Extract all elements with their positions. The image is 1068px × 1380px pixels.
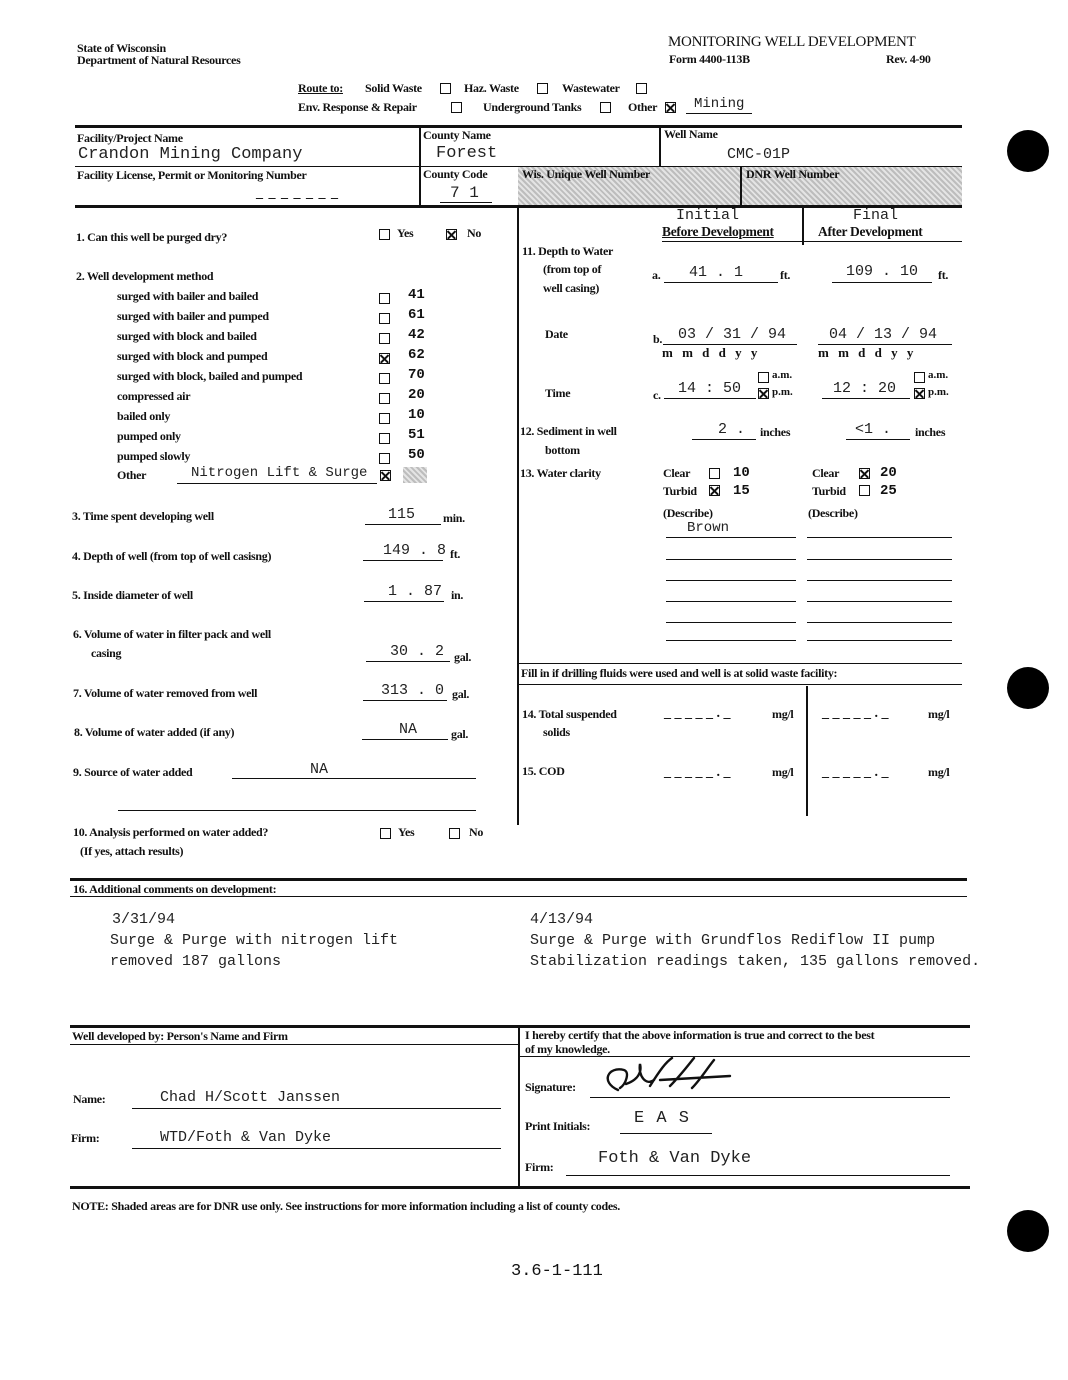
q12-label: 12. Sediment in well	[520, 424, 617, 438]
comments-top-rule	[70, 878, 967, 881]
method-checkbox[interactable]	[379, 353, 390, 364]
time-initial-pm-label: p.m.	[772, 386, 793, 398]
fill-in-bottom-rule	[518, 684, 962, 685]
describe-line	[807, 580, 952, 581]
time-initial-pm-checkbox[interactable]	[758, 388, 769, 399]
time-initial-value[interactable]: 14 : 50	[678, 380, 742, 397]
form-number: Form 4400-113B	[669, 52, 750, 66]
date-label: Date	[545, 327, 568, 341]
method-other-label: Other	[117, 468, 147, 482]
initial-header: Initial	[676, 207, 740, 224]
q7-label: 7. Volume of water removed from well	[73, 686, 258, 700]
route-haz-waste-label: Haz. Waste	[464, 81, 519, 95]
q3-label: 3. Time spent developing well	[72, 509, 214, 523]
sediment-final-underline	[846, 439, 910, 440]
turbid-initial-label: Turbid	[663, 484, 697, 498]
method-code: 50	[408, 447, 425, 463]
describe-line	[666, 580, 796, 581]
q14-label-line2: solids	[543, 725, 570, 739]
q11-label-line3: well casing)	[543, 281, 600, 295]
right-header-rule	[662, 241, 962, 242]
binder-hole	[1007, 667, 1049, 709]
comment-right-line: Stabilization readings taken, 135 gallons removed.	[530, 953, 981, 970]
after-development-header: After Development	[818, 224, 923, 239]
q10-label-line2: (If yes, attach results)	[80, 844, 184, 858]
facility-divider-2	[659, 127, 661, 167]
method-code: 20	[408, 387, 425, 403]
q5-value[interactable]: 1 . 87	[388, 583, 443, 600]
turbid-final-checkbox[interactable]	[859, 485, 870, 496]
comment-left-line: removed 187 gallons	[110, 953, 282, 970]
route-solid-waste-label: Solid Waste	[365, 81, 422, 95]
method-other-underline	[177, 483, 377, 484]
turbid-final-label: Turbid	[812, 484, 846, 498]
method-label: pumped only	[117, 429, 181, 443]
depth-final-underline	[832, 282, 932, 283]
fill-in-divider	[806, 686, 808, 816]
q10-yes-label: Yes	[398, 825, 415, 839]
developer-name-underline	[132, 1108, 501, 1109]
time-final-am-checkbox[interactable]	[914, 372, 925, 383]
date-final-format: m m d d y y	[818, 345, 917, 360]
clear-final-checkbox[interactable]	[859, 468, 870, 479]
q10-yes-checkbox[interactable]	[380, 828, 391, 839]
route-other-checkbox[interactable]	[665, 102, 676, 113]
q3-underline	[365, 524, 441, 525]
developer-firm-underline	[132, 1148, 501, 1149]
fill-in-note: Fill in if drilling fluids were used and well is at solid waste facility:	[521, 666, 838, 680]
cod-final-value[interactable]: _ _ _ _ _ . _	[822, 765, 889, 780]
cod-initial-value[interactable]: _ _ _ _ _ . _	[664, 765, 731, 780]
time-final-pm-checkbox[interactable]	[914, 388, 925, 399]
q14-label: 14. Total suspended	[522, 707, 617, 721]
clear-final-code: 20	[880, 465, 897, 481]
q5-label: 5. Inside diameter of well	[72, 588, 193, 602]
sediment-final-unit: inches	[915, 425, 946, 439]
main-column-divider	[517, 207, 519, 825]
final-header: Final	[853, 207, 899, 224]
before-development-header: Before Development	[662, 224, 774, 239]
method-code: 42	[408, 327, 425, 343]
q11-label: 11. Depth to Water	[522, 244, 614, 258]
q9-value[interactable]: NA	[310, 761, 329, 778]
method-label: surged with block and pumped	[117, 349, 268, 363]
method-code: 10	[408, 407, 425, 423]
route-other-underline	[686, 113, 752, 114]
q1-yes-checkbox[interactable]	[379, 229, 390, 240]
county-code-value[interactable]: 7 1	[450, 184, 479, 202]
q10-no-checkbox[interactable]	[449, 828, 460, 839]
q9-label: 9. Source of water added	[73, 765, 193, 779]
signature-divider	[518, 1027, 520, 1187]
developer-firm-label: Firm:	[71, 1131, 100, 1145]
comments-label: 16. Additional comments on development:	[73, 882, 277, 896]
time-initial-am-label: a.m.	[772, 369, 793, 381]
q11-label-line2: (from top of	[543, 262, 602, 276]
turbid-final-code: 25	[880, 483, 897, 499]
method-checkbox[interactable]	[379, 433, 390, 444]
method-label: compressed air	[117, 389, 191, 403]
q11-a-label: a.	[652, 268, 661, 282]
depth-initial-underline	[664, 282, 778, 283]
route-to-label: Route to:	[298, 81, 343, 95]
comment-left-date: 3/31/94	[112, 911, 176, 928]
dnr-well-number-label: DNR Well Number	[746, 167, 840, 181]
cod-initial-unit: mg/l	[772, 765, 794, 779]
clear-initial-code: 10	[733, 465, 750, 481]
facility-name-label: Facility/Project Name	[77, 131, 183, 145]
describe-line	[807, 640, 952, 641]
well-name-label: Well Name	[664, 127, 718, 141]
q8-value[interactable]: NA	[399, 721, 418, 738]
county-name-label: County Name	[423, 128, 491, 142]
method-checkbox[interactable]	[379, 453, 390, 464]
q9-underline	[232, 778, 476, 779]
q5-unit: in.	[451, 588, 464, 602]
q8-unit: gal.	[451, 727, 469, 741]
method-other-shaded	[403, 467, 427, 483]
method-checkbox[interactable]	[379, 373, 390, 384]
tss-final-unit: mg/l	[928, 707, 950, 721]
clear-initial-label: Clear	[663, 466, 691, 480]
binder-hole	[1007, 1210, 1049, 1252]
signature-underline	[590, 1097, 950, 1098]
date-initial-format: m m d d y y	[662, 345, 761, 360]
q3-value[interactable]: 115	[388, 506, 416, 523]
comment-left-line: Surge & Purge with nitrogen lift	[110, 932, 399, 949]
describe-line	[666, 640, 796, 641]
method-label: bailed only	[117, 409, 171, 423]
county-code-underline	[440, 202, 492, 203]
method-label: surged with bailer and pumped	[117, 309, 269, 323]
certification-statement-line2: of my knowledge.	[525, 1042, 610, 1056]
turbid-initial-code: 15	[733, 483, 750, 499]
q4-underline	[363, 560, 443, 561]
initials-value[interactable]: E A S	[634, 1109, 691, 1128]
method-code: 41	[408, 287, 425, 303]
time-final-value[interactable]: 12 : 20	[833, 380, 897, 397]
method-checkbox[interactable]	[379, 313, 390, 324]
time-final-am-label: a.m.	[928, 369, 949, 381]
route-underground-tanks-checkbox[interactable]	[600, 102, 611, 113]
route-other-value[interactable]: Mining	[694, 96, 745, 112]
q13-label: 13. Water clarity	[520, 466, 601, 480]
sediment-initial-underline	[692, 439, 756, 440]
route-wastewater-label: Wastewater	[562, 81, 620, 95]
unique-well-number-label: Wis. Unique Well Number	[522, 167, 651, 181]
q1-no-checkbox[interactable]	[446, 229, 457, 240]
method-checkbox[interactable]	[379, 413, 390, 424]
cod-final-unit: mg/l	[928, 765, 950, 779]
q15-label: 15. COD	[522, 764, 565, 778]
q1-yes-label: Yes	[397, 226, 414, 240]
route-other-label: Other	[628, 100, 658, 114]
tss-initial-unit: mg/l	[772, 707, 794, 721]
q1-no-label: No	[467, 226, 482, 240]
form-revision: Rev. 4-90	[886, 52, 931, 66]
method-other-value[interactable]: Nitrogen Lift & Surge	[191, 465, 368, 481]
method-code: 70	[408, 367, 425, 383]
route-wastewater-checkbox[interactable]	[636, 83, 647, 94]
tss-initial-value[interactable]: _ _ _ _ _ . _	[664, 706, 731, 721]
developer-name-value[interactable]: Chad H/Scott Janssen	[160, 1089, 341, 1106]
signature-bottom-rule	[70, 1186, 970, 1189]
well-name-value[interactable]: CMC-01P	[727, 146, 791, 163]
method-checkbox[interactable]	[379, 333, 390, 344]
route-env-response-label: Env. Response & Repair	[298, 100, 417, 114]
date-final-value[interactable]: 04 / 13 / 94	[829, 326, 938, 343]
developed-by-rule	[70, 1044, 518, 1045]
describe-line	[666, 601, 796, 602]
q6-underline	[366, 661, 450, 662]
method-code: 61	[408, 307, 425, 323]
method-other-checkbox[interactable]	[380, 470, 391, 481]
q2-label: 2. Well development method	[76, 269, 214, 283]
describe-line	[666, 537, 796, 538]
method-checkbox[interactable]	[379, 393, 390, 404]
q6-label: 6. Volume of water in filter pack and well	[73, 627, 271, 641]
certification-statement: I hereby certify that the above information is true and correct to the best	[525, 1028, 875, 1042]
comment-right-date: 4/13/94	[530, 911, 594, 928]
q6-unit: gal.	[454, 650, 472, 664]
describe-line	[807, 601, 952, 602]
route-solid-waste-checkbox[interactable]	[440, 83, 451, 94]
developed-by-label: Well developed by: Person's Name and Firm	[72, 1029, 288, 1043]
q3-unit: min.	[443, 511, 465, 525]
q9-underline-2	[118, 810, 476, 811]
license-value[interactable]: _ _ _ _ _ _ _	[256, 186, 339, 201]
route-env-response-checkbox[interactable]	[451, 102, 462, 113]
q7-underline	[363, 700, 447, 701]
q4-unit: ft.	[450, 547, 461, 561]
facility-name-value[interactable]: Crandon Mining Company	[78, 145, 303, 164]
q6-label-line2: casing	[91, 646, 122, 660]
depth-final-unit: ft.	[938, 268, 949, 282]
binder-hole	[1007, 130, 1049, 172]
depth-final-value[interactable]: 109 . 10	[846, 263, 919, 280]
certifier-firm-underline	[566, 1175, 950, 1176]
comment-right-line: Surge & Purge with Grundflos Rediflow II pump	[530, 932, 936, 949]
certifier-firm-value[interactable]: Foth & Van Dyke	[598, 1149, 752, 1168]
route-underground-tanks-label: Underground Tanks	[483, 100, 582, 114]
method-label: surged with block, bailed and pumped	[117, 369, 303, 383]
method-code: 62	[408, 347, 425, 363]
date-initial-value[interactable]: 03 / 31 / 94	[678, 326, 787, 343]
q7-value[interactable]: 313 . 0	[381, 682, 445, 699]
depth-initial-value[interactable]: 41 . 1	[689, 264, 744, 281]
turbid-initial-checkbox[interactable]	[709, 485, 720, 496]
developer-name-label: Name:	[73, 1092, 106, 1106]
route-haz-waste-checkbox[interactable]	[537, 83, 548, 94]
method-label: surged with block and bailed	[117, 329, 257, 343]
method-code: 51	[408, 427, 425, 443]
describe-line	[807, 622, 952, 623]
form-title: MONITORING WELL DEVELOPMENT	[668, 34, 916, 50]
sediment-initial-unit: inches	[760, 425, 791, 439]
sediment-initial-value[interactable]: 2 .	[718, 421, 746, 438]
sediment-final-value[interactable]: <1 .	[855, 421, 892, 438]
initials-label: Print Initials:	[525, 1119, 591, 1133]
describe-initial-value[interactable]: Brown	[687, 520, 730, 536]
fill-in-top-rule	[518, 663, 962, 664]
clear-initial-checkbox[interactable]	[709, 468, 720, 479]
time-label: Time	[545, 386, 571, 400]
signature-label: Signature:	[525, 1080, 576, 1094]
describe-line	[807, 537, 952, 538]
q1-label: 1. Can this well be purged dry?	[76, 230, 228, 244]
initials-underline	[620, 1133, 712, 1134]
state-label: State of Wisconsin	[77, 41, 166, 55]
q10-label: 10. Analysis performed on water added?	[73, 825, 269, 839]
q6-value[interactable]: 30 . 2	[390, 643, 445, 660]
time-final-pm-label: p.m.	[928, 386, 949, 398]
time-final-underline	[822, 398, 910, 399]
describe-line	[666, 622, 796, 623]
q4-label: 4. Depth of well (from top of well casisng)	[72, 549, 272, 563]
describe-line	[666, 559, 796, 560]
footer-note: NOTE: Shaded areas are for DNR use only. See instructions for more information including a list of county codes.	[72, 1199, 620, 1213]
dnr-divider	[740, 167, 742, 205]
facility-top-rule	[75, 125, 962, 128]
q10-no-label: No	[469, 825, 484, 839]
time-initial-underline	[664, 398, 756, 399]
tss-final-value[interactable]: _ _ _ _ _ . _	[822, 706, 889, 721]
q4-value[interactable]: 149 . 8	[383, 542, 447, 559]
clear-final-label: Clear	[812, 466, 840, 480]
date-b-label: b.	[653, 332, 663, 346]
county-code-label: County Code	[423, 167, 488, 181]
page-number: 3.6-1-111	[511, 1262, 603, 1281]
q8-label: 8. Volume of water added (if any)	[74, 725, 235, 739]
depth-initial-unit: ft.	[780, 268, 791, 282]
method-checkbox[interactable]	[379, 293, 390, 304]
developer-firm-value[interactable]: WTD/Foth & Van Dyke	[160, 1129, 332, 1146]
describe-initial-label: (Describe)	[663, 506, 713, 520]
department-label: Department of Natural Resources	[77, 53, 241, 67]
q8-underline	[362, 739, 448, 740]
q12-label-line2: bottom	[545, 443, 580, 457]
describe-final-label: (Describe)	[808, 506, 858, 520]
describe-line	[807, 559, 952, 560]
q5-underline	[364, 601, 444, 602]
method-label: surged with bailer and bailed	[117, 289, 259, 303]
county-name-value[interactable]: Forest	[436, 144, 498, 163]
q7-unit: gal.	[452, 687, 470, 701]
method-label: pumped slowly	[117, 449, 191, 463]
time-initial-am-checkbox[interactable]	[758, 372, 769, 383]
time-c-label: c.	[653, 388, 661, 402]
comments-label-rule	[70, 896, 967, 897]
certifier-firm-label: Firm:	[525, 1160, 554, 1174]
right-header-divider	[802, 207, 804, 245]
license-label: Facility License, Permit or Monitoring Number	[77, 168, 307, 182]
